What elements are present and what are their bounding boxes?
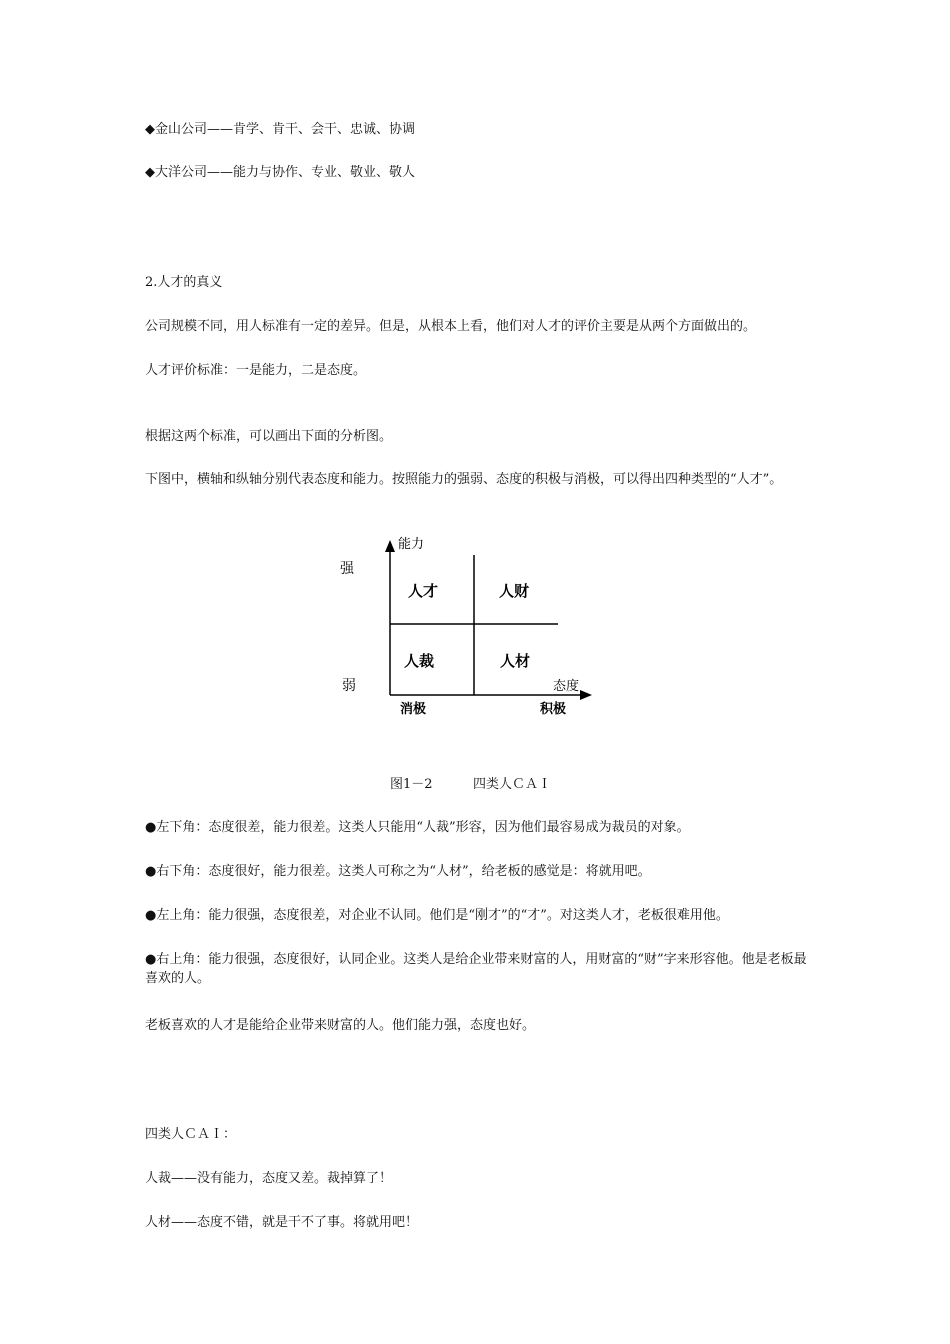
bullet-item: ●右上角：能力很强，态度很好，认同企业。这类人是给企业带来财富的人，用财富的“财”字来形容他。他是老板最喜欢的人。: [145, 952, 807, 986]
x-label-negative: 消极: [400, 702, 427, 717]
quadrant-bottom-right: 人材: [500, 652, 531, 670]
section-title: 2.人才的真义: [145, 275, 223, 290]
y-axis-label: 能力: [398, 537, 425, 552]
bullet-item: ●右下角：态度很好，能力很差。这类人可称之为“人材”，给老板的感觉是：将就用吧。: [145, 864, 651, 879]
paragraph: 公司规模不同，用人标准有一定的差异。但是，从根本上看，他们对人才的评价主要是从两个方面做出的。: [145, 319, 757, 334]
x-axis-label: 态度: [553, 679, 580, 694]
cai-heading: 四类人ＣＡＩ：: [145, 1127, 237, 1142]
cai-item: 人材——态度不错，就是干不了事。将就用吧！: [145, 1215, 419, 1230]
y-axis-arrowhead: [385, 540, 395, 552]
conclusion: 老板喜欢的人才是能给企业带来财富的人。他们能力强，态度也好。: [145, 1018, 536, 1033]
figure-number: 图1－2: [390, 777, 433, 792]
quadrant-top-left: 人才: [408, 582, 439, 600]
company-dayang-line: ◆大洋公司——能力与协作、专业、敬业、敬人: [145, 165, 415, 180]
quadrant-bottom-left: 人裁: [404, 652, 435, 670]
x-label-positive: 积极: [540, 702, 567, 717]
paragraph: 下图中，横轴和纵轴分别代表态度和能力。按照能力的强弱、态度的积极与消极，可以得出四种类型的“人才”。: [145, 472, 783, 487]
cai-item: 人裁——没有能力，态度又差。裁掉算了！: [145, 1171, 393, 1186]
bullet-item: ●左下角：态度很差，能力很差。这类人只能用“人裁”形容，因为他们最容易成为裁员的对象。: [145, 820, 690, 835]
figure-title: 四类人ＣＡＩ: [473, 777, 552, 792]
company-jinshan-line: ◆金山公司——肯学、肯干、会干、忠诚、协调: [145, 122, 415, 137]
y-label-weak: 弱: [342, 678, 356, 694]
quadrant-top-right: 人财: [499, 582, 530, 600]
cai-quadrant-diagram: [330, 530, 600, 725]
paragraph: 人才评价标准：一是能力，二是态度。: [145, 363, 367, 378]
paragraph: 根据这两个标准，可以画出下面的分析图。: [145, 429, 393, 444]
x-axis-arrowhead: [580, 690, 592, 700]
y-label-strong: 强: [340, 561, 354, 577]
bullet-item: ●左上角：能力很强，态度很差，对企业不认同。他们是“刚才”的“才”。对这类人才，老板很难用他。: [145, 908, 729, 923]
